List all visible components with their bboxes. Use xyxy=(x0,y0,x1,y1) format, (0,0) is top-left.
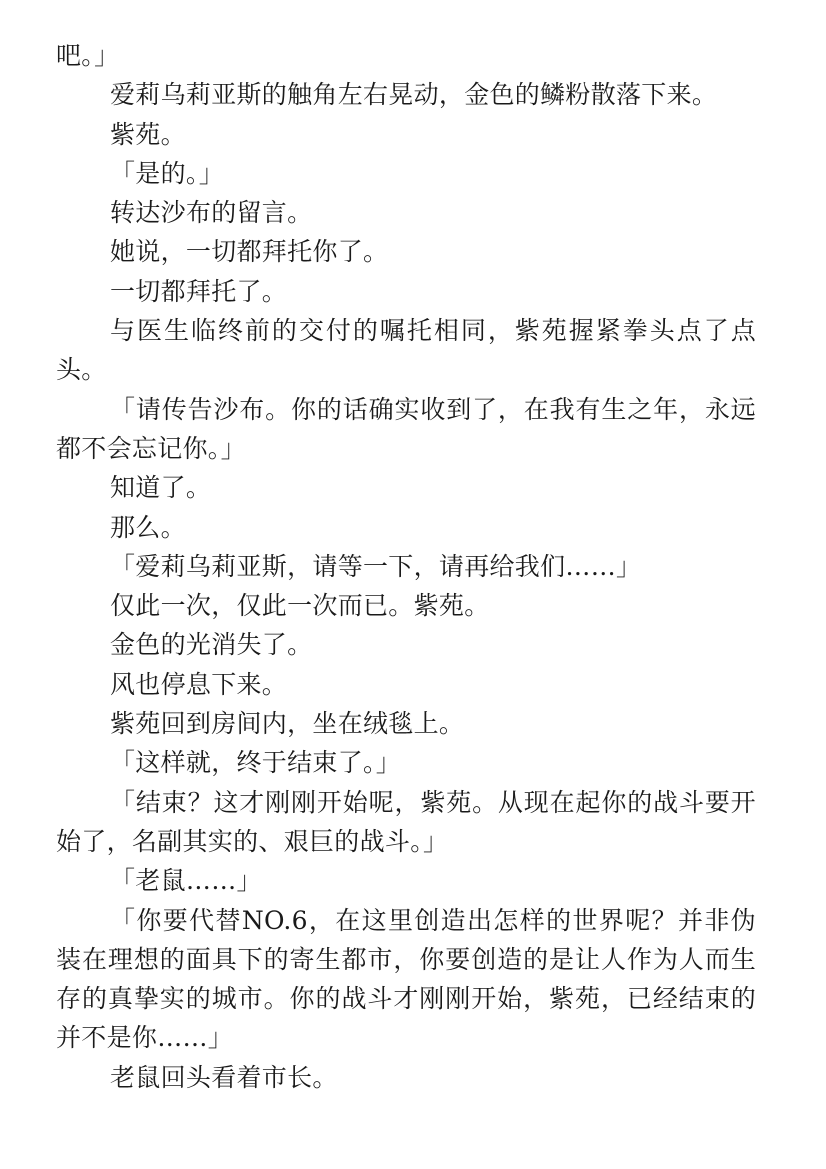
paragraph: 「是的。」 xyxy=(110,158,225,188)
paragraph: 与医生临终前的交付的嘱托相同，紫苑握紧拳头点了点头。 xyxy=(56,316,756,385)
paragraph: 那么。 xyxy=(110,512,186,542)
paragraph: 她说，一切都拜托你了。 xyxy=(110,237,389,267)
paragraph: 「结束？这才刚刚开始呢，紫苑。从现在起你的战斗要开始了，名副其实的、艰巨的战斗。」 xyxy=(56,787,756,856)
paragraph: 知道了。 xyxy=(110,473,212,503)
paragraph: 金色的光消失了。 xyxy=(110,630,313,660)
paragraph: 紫苑回到房间内，坐在绒毯上。 xyxy=(110,709,465,739)
paragraph: 「这样就，终于结束了。」 xyxy=(110,748,402,778)
paragraph: 仅此一次，仅此一次而已。紫苑。 xyxy=(110,591,490,621)
paragraph: 一切都拜托了。 xyxy=(110,276,288,306)
paragraph: 老鼠回头看着市长。 xyxy=(110,1062,338,1092)
paragraph: 风也停息下来。 xyxy=(110,669,288,699)
paragraph: 「老鼠……」 xyxy=(110,866,262,896)
paragraph: 「请传告沙布。你的话确实收到了，在我有生之年，永远都不会忘记你。」 xyxy=(56,394,756,463)
paragraph: 紫苑。 xyxy=(110,119,186,149)
paragraph: 「爱莉乌莉亚斯，请等一下，请再给我们……」 xyxy=(110,551,642,581)
paragraph: 「你要代替NO.6，在这里创造出怎样的世界呢？并非伪装在理想的面具下的寄生都市，你要创造的是让人作为人而生存的真挚实的城市。你的战斗才刚刚开始，紫苑，已经结束的并不是你……」 xyxy=(56,905,756,1053)
paragraph: 吧。」 xyxy=(56,41,120,70)
paragraph: 转达沙布的留言。 xyxy=(110,198,313,228)
paragraph: 爱莉乌莉亚斯的触角左右晃动，金色的鳞粉散落下来。 xyxy=(110,80,718,110)
text-body xyxy=(56,36,756,1097)
